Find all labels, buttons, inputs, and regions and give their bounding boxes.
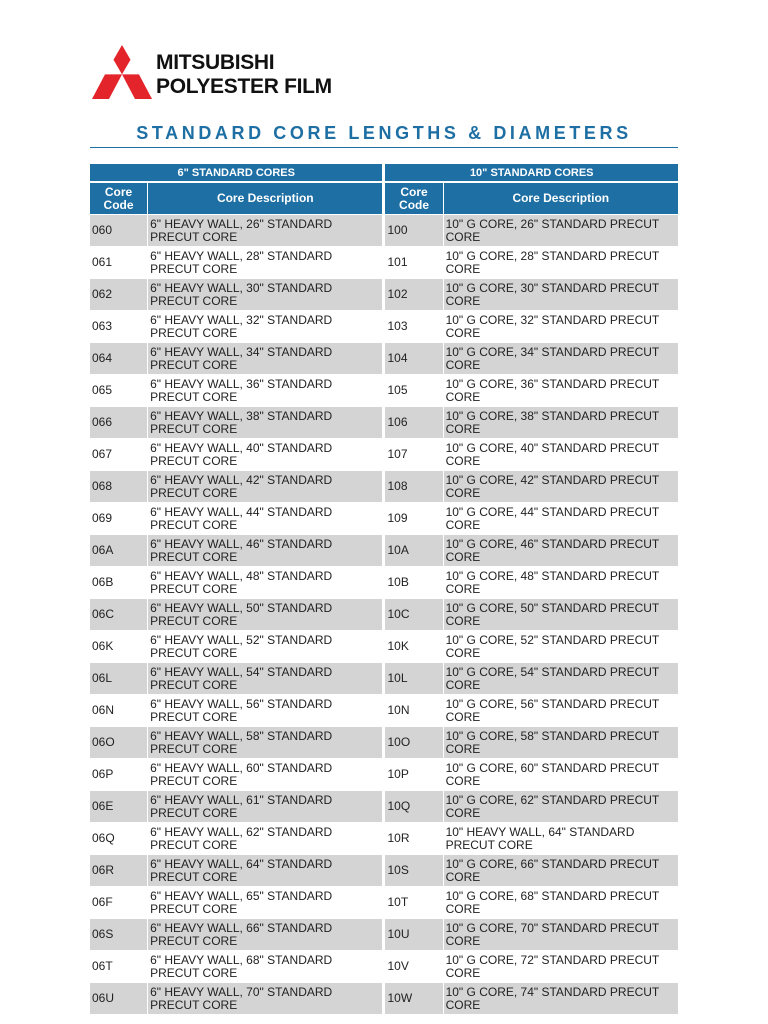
core-description-6in: 6" HEAVY WALL, 68" STANDARD PRECUT CORE [148, 950, 382, 982]
core-description-6in: 6" HEAVY WALL, 44" STANDARD PRECUT CORE [148, 502, 382, 534]
table-row [90, 214, 678, 246]
core-code-10in: 10R [385, 822, 442, 854]
table-row [90, 598, 678, 630]
core-description-10in: 10" G CORE, 56" STANDARD PRECUT CORE [444, 694, 678, 726]
table-row [90, 630, 678, 662]
brand-name [156, 51, 332, 99]
core-code-6in: 06E [90, 790, 147, 822]
core-code-6in: 06U [90, 982, 147, 1014]
table-row [90, 374, 678, 406]
core-description-10in: 10" G CORE, 52" STANDARD PRECUT CORE [444, 630, 678, 662]
core-description-10in: 10" G CORE, 62" STANDARD PRECUT CORE [444, 790, 678, 822]
core-description-10in: 10" G CORE, 26" STANDARD PRECUT CORE [444, 214, 678, 246]
group-header-10in: 10" STANDARD CORES [385, 164, 678, 183]
core-description-6in: 6" HEAVY WALL, 36" STANDARD PRECUT CORE [148, 374, 382, 406]
core-description-10in: 10" G CORE, 60" STANDARD PRECUT CORE [444, 758, 678, 790]
core-description-10in: 10" G CORE, 58" STANDARD PRECUT CORE [444, 726, 678, 758]
table-row [90, 790, 678, 822]
core-description-10in: 10" G CORE, 66" STANDARD PRECUT CORE [444, 854, 678, 886]
core-description-10in: 10" G CORE, 42" STANDARD PRECUT CORE [444, 470, 678, 502]
core-description-10in: 10" G CORE, 44" STANDARD PRECUT CORE [444, 502, 678, 534]
core-code-6in: 069 [90, 502, 147, 534]
core-description-10in: 10" G CORE, 28" STANDARD PRECUT CORE [444, 246, 678, 278]
core-code-10in: 103 [385, 310, 442, 342]
logo-left-diamond [92, 74, 122, 99]
core-code-10in: 100 [385, 214, 442, 246]
table-row [90, 438, 678, 470]
core-code-10in: 10B [385, 566, 442, 598]
table-row [90, 726, 678, 758]
core-description-6in: 6" HEAVY WALL, 48" STANDARD PRECUT CORE [148, 566, 382, 598]
core-description-6in: 6" HEAVY WALL, 50" STANDARD PRECUT CORE [148, 598, 382, 630]
table-body [90, 214, 678, 1014]
core-code-10in: 10T [385, 886, 442, 918]
table-row [90, 278, 678, 310]
table-column-header-row [90, 183, 678, 214]
core-description-10in: 10" G CORE, 38" STANDARD PRECUT CORE [444, 406, 678, 438]
core-code-6in: 060 [90, 214, 147, 246]
core-table [89, 164, 679, 1014]
core-code-6in: 06F [90, 886, 147, 918]
table-row [90, 758, 678, 790]
core-description-6in: 6" HEAVY WALL, 66" STANDARD PRECUT CORE [148, 918, 382, 950]
core-code-6in: 06L [90, 662, 147, 694]
core-description-10in: 10" G CORE, 70" STANDARD PRECUT CORE [444, 918, 678, 950]
core-code-6in: 063 [90, 310, 147, 342]
core-description-6in: 6" HEAVY WALL, 30" STANDARD PRECUT CORE [148, 278, 382, 310]
title-divider [90, 147, 678, 148]
core-description-6in: 6" HEAVY WALL, 52" STANDARD PRECUT CORE [148, 630, 382, 662]
table-group-header-row [90, 164, 678, 183]
core-code-10in: 109 [385, 502, 442, 534]
column-header-core-code-10in: Core Code [385, 183, 442, 214]
core-code-6in: 06A [90, 534, 147, 566]
core-description-10in: 10" G CORE, 34" STANDARD PRECUT CORE [444, 342, 678, 374]
core-code-10in: 101 [385, 246, 442, 278]
core-code-6in: 064 [90, 342, 147, 374]
core-code-6in: 06T [90, 950, 147, 982]
core-code-10in: 10V [385, 950, 442, 982]
core-code-10in: 10U [385, 918, 442, 950]
table-row [90, 470, 678, 502]
core-code-6in: 06R [90, 854, 147, 886]
core-description-6in: 6" HEAVY WALL, 65" STANDARD PRECUT CORE [148, 886, 382, 918]
core-description-10in: 10" G CORE, 48" STANDARD PRECUT CORE [444, 566, 678, 598]
core-code-6in: 06P [90, 758, 147, 790]
core-description-10in: 10" G CORE, 40" STANDARD PRECUT CORE [444, 438, 678, 470]
core-code-10in: 107 [385, 438, 442, 470]
table-row [90, 662, 678, 694]
core-description-6in: 6" HEAVY WALL, 46" STANDARD PRECUT CORE [148, 534, 382, 566]
core-code-10in: 106 [385, 406, 442, 438]
core-code-10in: 10N [385, 694, 442, 726]
core-description-6in: 6" HEAVY WALL, 56" STANDARD PRECUT CORE [148, 694, 382, 726]
core-code-6in: 06C [90, 598, 147, 630]
table-row [90, 534, 678, 566]
group-header-6in: 6" STANDARD CORES [90, 164, 382, 183]
core-code-10in: 10O [385, 726, 442, 758]
brand-line-2: POLYESTER FILM [156, 75, 332, 98]
core-code-10in: 10S [385, 854, 442, 886]
table-row [90, 886, 678, 918]
core-code-10in: 10A [385, 534, 442, 566]
core-description-10in: 10" G CORE, 36" STANDARD PRECUT CORE [444, 374, 678, 406]
core-description-10in: 10" G CORE, 72" STANDARD PRECUT CORE [444, 950, 678, 982]
core-code-6in: 066 [90, 406, 147, 438]
table-row [90, 406, 678, 438]
core-description-6in: 6" HEAVY WALL, 28" STANDARD PRECUT CORE [148, 246, 382, 278]
core-code-6in: 067 [90, 438, 147, 470]
core-code-6in: 06K [90, 630, 147, 662]
core-description-6in: 6" HEAVY WALL, 40" STANDARD PRECUT CORE [148, 438, 382, 470]
table-row [90, 566, 678, 598]
core-description-10in: 10" G CORE, 30" STANDARD PRECUT CORE [444, 278, 678, 310]
column-header-core-description-6in: Core Description [148, 183, 382, 214]
core-description-10in: 10" G CORE, 68" STANDARD PRECUT CORE [444, 886, 678, 918]
core-description-10in: 10" G CORE, 54" STANDARD PRECUT CORE [444, 662, 678, 694]
logo-right-diamond [122, 74, 152, 99]
core-code-6in: 06N [90, 694, 147, 726]
core-code-10in: 104 [385, 342, 442, 374]
core-code-6in: 06O [90, 726, 147, 758]
table-row [90, 502, 678, 534]
core-code-10in: 10K [385, 630, 442, 662]
table-row [90, 342, 678, 374]
core-code-6in: 062 [90, 278, 147, 310]
core-code-10in: 10L [385, 662, 442, 694]
table-row [90, 822, 678, 854]
core-description-10in: 10" HEAVY WALL, 64" STANDARD PRECUT CORE [444, 822, 678, 854]
core-code-10in: 102 [385, 278, 442, 310]
core-code-6in: 065 [90, 374, 147, 406]
core-description-6in: 6" HEAVY WALL, 70" STANDARD PRECUT CORE [148, 982, 382, 1014]
core-description-6in: 6" HEAVY WALL, 64" STANDARD PRECUT CORE [148, 854, 382, 886]
core-description-6in: 6" HEAVY WALL, 34" STANDARD PRECUT CORE [148, 342, 382, 374]
core-description-6in: 6" HEAVY WALL, 38" STANDARD PRECUT CORE [148, 406, 382, 438]
core-code-6in: 06Q [90, 822, 147, 854]
core-description-6in: 6" HEAVY WALL, 32" STANDARD PRECUT CORE [148, 310, 382, 342]
core-description-6in: 6" HEAVY WALL, 26" STANDARD PRECUT CORE [148, 214, 382, 246]
core-code-6in: 06B [90, 566, 147, 598]
column-header-core-description-10in: Core Description [444, 183, 678, 214]
core-description-6in: 6" HEAVY WALL, 54" STANDARD PRECUT CORE [148, 662, 382, 694]
core-code-10in: 10W [385, 982, 442, 1014]
core-description-6in: 6" HEAVY WALL, 58" STANDARD PRECUT CORE [148, 726, 382, 758]
table-row [90, 982, 678, 1014]
core-description-10in: 10" G CORE, 50" STANDARD PRECUT CORE [444, 598, 678, 630]
logo-top-diamond [114, 45, 131, 74]
brand-line-1: MITSUBISHI [156, 51, 275, 74]
core-code-6in: 06S [90, 918, 147, 950]
core-description-10in: 10" G CORE, 46" STANDARD PRECUT CORE [444, 534, 678, 566]
table-row [90, 950, 678, 982]
core-code-10in: 10Q [385, 790, 442, 822]
column-header-core-code-6in: Core Code [90, 183, 147, 214]
core-code-6in: 061 [90, 246, 147, 278]
table-row [90, 694, 678, 726]
table-row [90, 854, 678, 886]
core-code-10in: 10P [385, 758, 442, 790]
mitsubishi-three-diamonds-logo [92, 45, 152, 101]
core-code-10in: 105 [385, 374, 442, 406]
page-title: STANDARD CORE LENGTHS & DIAMETERS [136, 123, 632, 143]
core-description-6in: 6" HEAVY WALL, 61" STANDARD PRECUT CORE [148, 790, 382, 822]
core-code-10in: 108 [385, 470, 442, 502]
core-description-10in: 10" G CORE, 74" STANDARD PRECUT CORE [444, 982, 678, 1014]
core-description-6in: 6" HEAVY WALL, 60" STANDARD PRECUT CORE [148, 758, 382, 790]
table-row [90, 310, 678, 342]
core-code-6in: 068 [90, 470, 147, 502]
core-description-6in: 6" HEAVY WALL, 62" STANDARD PRECUT CORE [148, 822, 382, 854]
core-code-10in: 10C [385, 598, 442, 630]
core-description-6in: 6" HEAVY WALL, 42" STANDARD PRECUT CORE [148, 470, 382, 502]
table-row [90, 918, 678, 950]
core-description-10in: 10" G CORE, 32" STANDARD PRECUT CORE [444, 310, 678, 342]
table-row [90, 246, 678, 278]
